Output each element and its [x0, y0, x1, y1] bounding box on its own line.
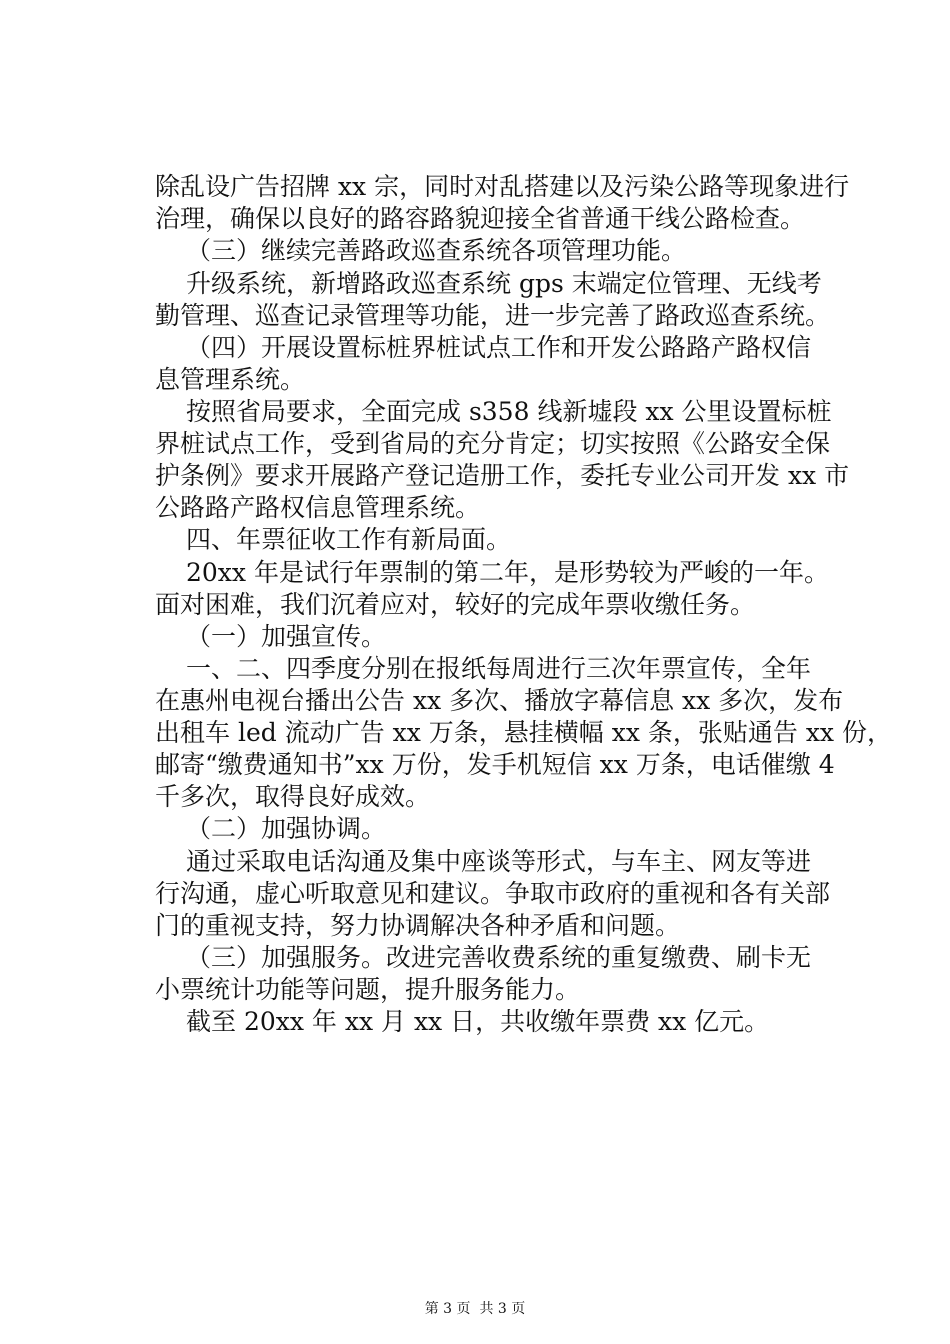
section-heading: （三）继续完善路政巡查系统各项管理功能。 [186, 236, 687, 265]
body-line: 护条例》要求开展路产登记造册工作，委托专业公司开发 xx 市 [155, 461, 850, 490]
body-line: 截至 20xx 年 xx 月 xx 日，共收缴年票费 xx 亿元。 [186, 1007, 770, 1036]
body-line: 出租车 led 流动广告 xx 万条，悬挂横幅 xx 条，张贴通告 xx 份， [155, 718, 892, 747]
section-heading: （二）加强协调。 [186, 814, 387, 843]
body-line: 一、二、四季度分别在报纸每周进行三次年票宣传，全年 [186, 654, 812, 683]
body-line: 公路路产路权信息管理系统。 [155, 493, 481, 522]
section-heading: （四）开展设置标桩界桩试点工作和开发公路路产路权信 [186, 333, 812, 362]
page-footer: 第 3 页 共 3 页 [424, 1301, 526, 1317]
body-line: 行沟通，虚心听取意见和建议。争取市政府的重视和各有关部 [155, 879, 831, 908]
body-line: 界桩试点工作，受到省局的充分肯定；切实按照《公路安全保 [155, 429, 831, 458]
body-line: 通过采取电话沟通及集中座谈等形式，与车主、网友等进 [186, 847, 812, 876]
section-heading: （一）加强宣传。 [186, 622, 387, 651]
body-line: 面对困难，我们沉着应对，较好的完成年票收缴任务。 [155, 590, 756, 619]
body-line: 勤管理、巡查记录管理等功能，进一步完善了路政巡查系统。 [155, 301, 831, 330]
body-line: 邮寄“缴费通知书”xx 万份，发手机短信 xx 万条，电话催缴 4 [155, 750, 835, 779]
body-line: 除乱设广告招牌 xx 宗，同时对乱搭建以及污染公路等现象进行 [155, 172, 850, 201]
body-line: 门的重视支持，努力协调解决各种矛盾和问题。 [155, 911, 681, 940]
body-line: 在惠州电视台播出公告 xx 多次、播放字幕信息 xx 多次，发布 [155, 686, 844, 715]
section-heading: 四、年票征收工作有新局面。 [186, 525, 512, 554]
section-heading: （三）加强服务。改进完善收费系统的重复缴费、刷卡无 [186, 943, 812, 972]
body-line: 升级系统，新增路政巡查系统 gps 末端定位管理、无线考 [186, 269, 822, 298]
body-line: 治理，确保以良好的路容路貌迎接全省普通干线公路检查。 [155, 204, 806, 233]
section-heading: 息管理系统。 [155, 365, 306, 394]
body-line: 20xx 年是试行年票制的第二年，是形势较为严峻的一年。 [186, 558, 829, 587]
body-line: 按照省局要求，全面完成 s358 线新墟段 xx 公里设置标桩 [186, 397, 832, 426]
body-line: 小票统计功能等问题，提升服务能力。 [155, 975, 581, 1004]
body-line: 千多次，取得良好成效。 [155, 782, 431, 811]
